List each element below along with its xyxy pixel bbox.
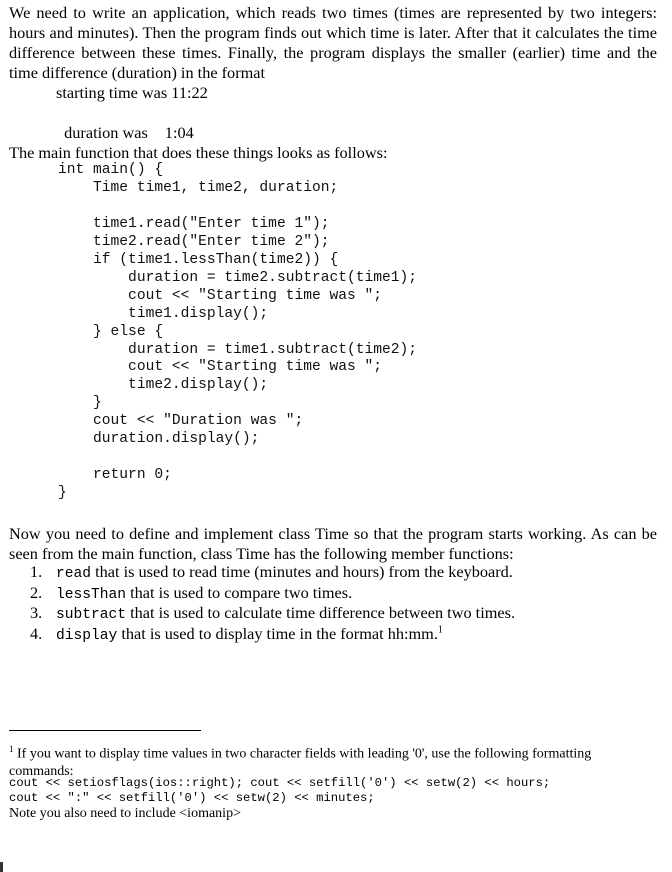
- member-item-read: 1. read that is used to read time (minutes and hours) from the keyboard.: [30, 562, 513, 582]
- code-line: time2.display();: [58, 377, 269, 394]
- footnote-note: Note you also need to include <iomanip>: [9, 806, 241, 821]
- code-line: return 0;: [58, 467, 172, 484]
- intro-paragraph: We need to write an application, which reads two times (times are represented by two integers: hours and minutes). Then the program finds out which time is later. After that it calculates the time difference between these times. Finally, the program displays the smaller (earlier) time and the time difference (duration) in the format: [9, 3, 657, 82]
- class-paragraph: Now you need to define and implement class Time so that the program starts working. As can be seen from the main function, class Time has the following member functions:: [9, 524, 657, 563]
- example-duration-line: [56, 103, 194, 143]
- code-line: }: [58, 485, 67, 502]
- code-line: } else {: [58, 323, 164, 340]
- member-item-display: 4. display that is used to display time in the format hh:mm.$^1$: [30, 623, 443, 644]
- example-duration-label: duration was: [64, 123, 148, 142]
- page-edge-mark: [0, 862, 3, 872]
- member-item-lessthan: 2. lessThan that is used to compare two times.: [30, 582, 353, 603]
- code-line: cout << "Starting time was ";: [58, 359, 383, 376]
- example-starting-line: starting time was 11:22: [56, 83, 208, 102]
- code-line: time2.read("Enter time 2");: [58, 233, 330, 250]
- code-line: if (time1.lessThan(time2)) {: [58, 251, 339, 268]
- footnote-reference: 1: [437, 624, 443, 636]
- member-name: lessThan: [56, 586, 127, 603]
- code-line: }: [58, 395, 102, 412]
- member-function-list: [30, 562, 515, 644]
- code-line: duration = time1.subtract(time2);: [58, 341, 418, 358]
- member-name: display: [56, 627, 118, 644]
- code-line: Time time1, time2, duration;: [58, 179, 339, 196]
- footnote-code-line-2: cout << ":" << setfill('0') << setw(2) << minutes;: [9, 791, 375, 805]
- member-item-subtract: 3. subtract that is used to calculate time difference between two times.: [30, 603, 516, 623]
- example-duration-value: 1:04: [164, 123, 194, 142]
- code-line: int main() {: [58, 162, 164, 178]
- code-line: time1.read("Enter time 1");: [58, 215, 330, 232]
- footnote-marker: 1: [9, 744, 14, 754]
- member-name: subtract: [56, 607, 127, 623]
- code-line: time1.display();: [58, 305, 269, 322]
- code-line: cout << "Starting time was ";: [58, 287, 383, 304]
- footnote-code-line-1: cout << setiosflags(ios::right); cout << setfill('0') << setw(2) << hours;: [9, 776, 551, 790]
- code-line: cout << "Duration was ";: [58, 413, 304, 430]
- code-line: duration = time2.subtract(time1);: [58, 269, 418, 286]
- code-line: duration.display();: [58, 431, 260, 448]
- footnote-divider: [9, 730, 201, 731]
- main-function-intro: The main function that does these things looks as follows:: [9, 143, 388, 162]
- footnote-text: $^1$ If you want to display time values in two character fields with leading '0', use the following formatting commands:: [9, 744, 592, 779]
- member-name: read: [56, 566, 92, 582]
